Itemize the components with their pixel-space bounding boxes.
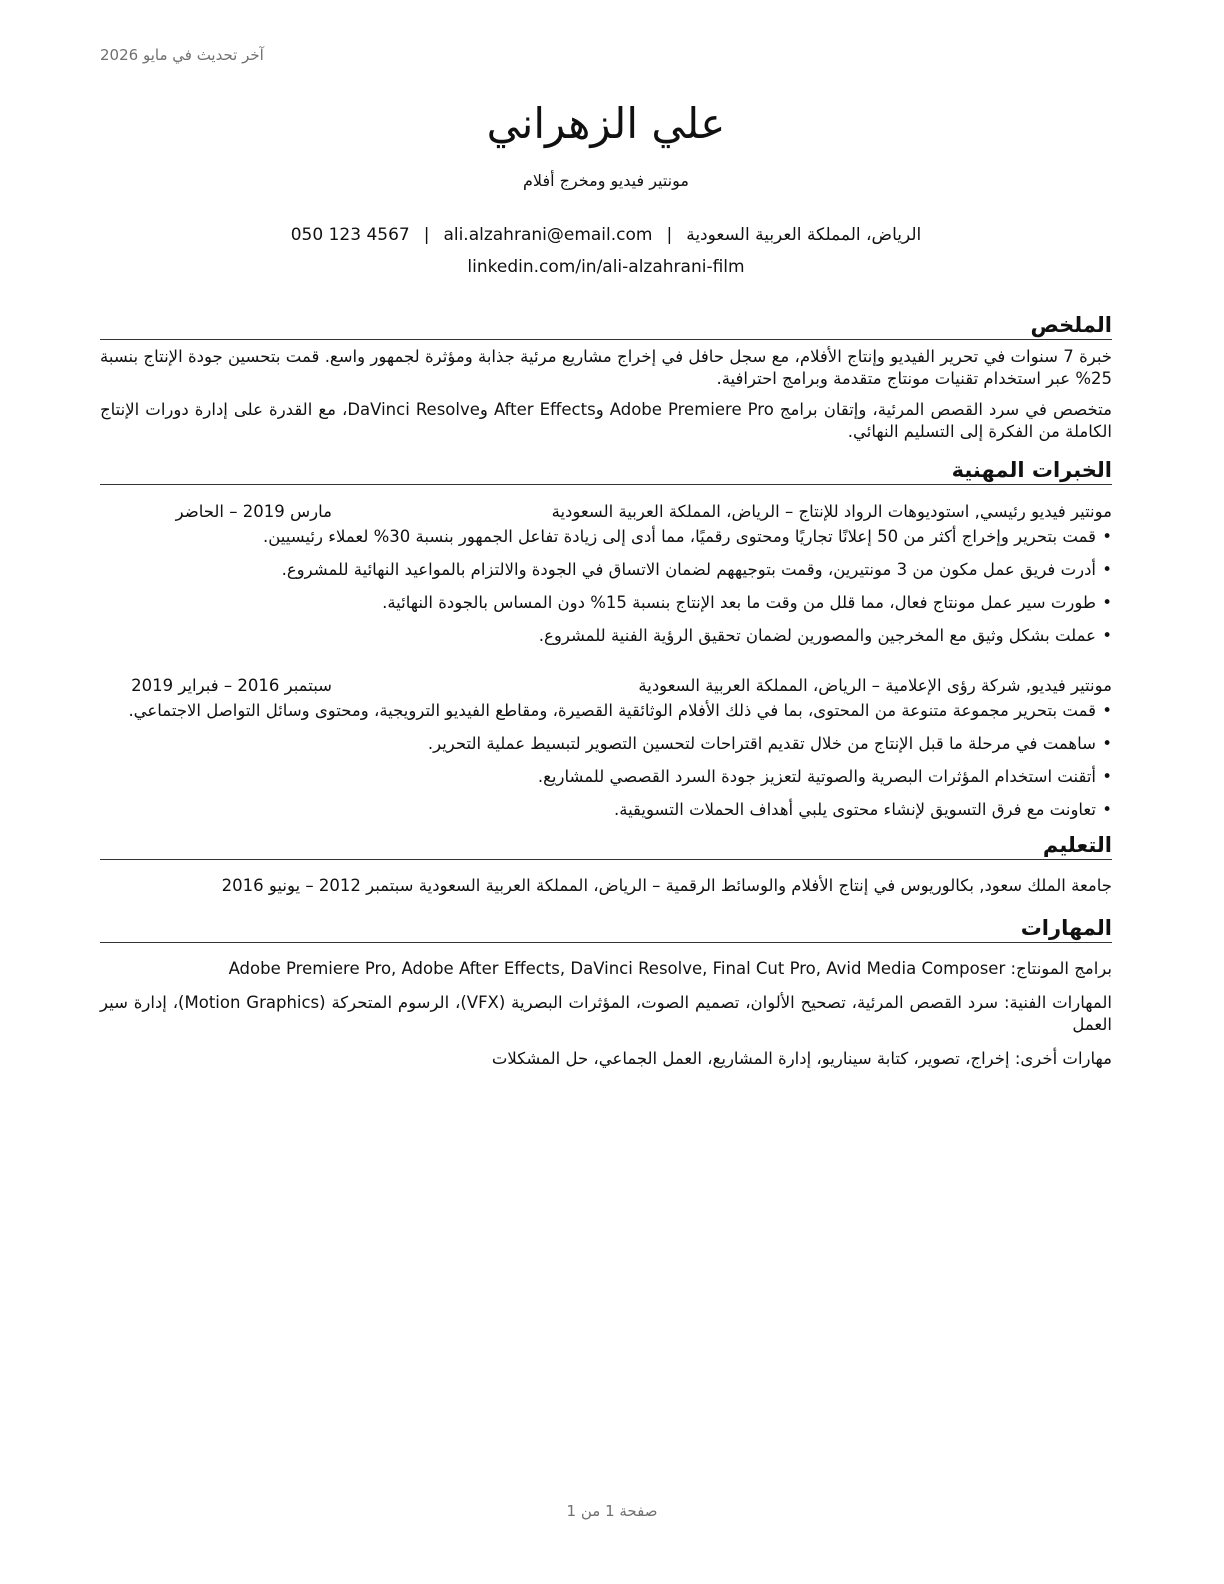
- separator: |: [423, 225, 430, 245]
- list-item: • قمت بتحرير مجموعة متنوعة من المحتوى، بما في ذلك الأفلام الوثائقية القصيرة، ومقاطع الفيديو الترويجية، ومحتوى وسائل التواصل الاجتماعي.: [100, 700, 1112, 722]
- list-item: • عملت بشكل وثيق مع المخرجين والمصورين لضمان تحقيق الرؤية الفنية للمشروع.: [100, 625, 1112, 647]
- last-updated: آخر تحديث في مايو 2026: [100, 46, 264, 64]
- section-title-skills: المهارات: [100, 915, 1112, 943]
- list-item: • أدرت فريق عمل مكون من 3 مونتيرين، وقمت بتوجيههم لضمان الاتساق في الجودة والالتزام بالمواعيد النهائية للمشروع.: [100, 559, 1112, 581]
- job-entry: [100, 501, 1112, 647]
- job-position: مونتير فيديو, شركة رؤى الإعلامية – الرياض، المملكة العربية السعودية: [638, 676, 1112, 695]
- skill-line: [100, 992, 1112, 1036]
- job-header: [100, 501, 1112, 523]
- list-item: • طورت سير عمل مونتاج فعال، مما قلل من وقت ما بعد الإنتاج بنسبة 15% دون المساس بالجودة النهائية.: [100, 592, 1112, 614]
- summary-paragraph: متخصص في سرد القصص المرئية، وإتقان برامج Adobe Premiere Pro وAfter Effects وDaVinci Resolve، مع القدرة على إدارة دورات الإنتاج الكاملة من الفكرة إلى التسليم النهائي.: [100, 400, 1112, 441]
- email[interactable]: ali.alzahrani@email.com: [443, 225, 653, 245]
- summary-section: [100, 312, 1112, 443]
- job-dates: سبتمبر 2016 – فبراير 2019: [131, 676, 332, 695]
- separator: |: [666, 225, 673, 245]
- list-item: • ساهمت في مرحلة ما قبل الإنتاج من خلال تقديم اقتراحات لتحسين التصوير لتبسيط عملية التحرير.: [100, 733, 1112, 755]
- list-item: • أتقنت استخدام المؤثرات البصرية والصوتية لتعزيز جودة السرد القصصي للمشاريع.: [100, 766, 1112, 788]
- education-section: [100, 832, 1112, 897]
- resume-body: [100, 312, 1112, 1070]
- page-number: صفحة 1 من 1: [566, 1502, 658, 1520]
- person-name: علي الزهراني: [486, 99, 726, 148]
- location: الرياض، المملكة العربية السعودية: [686, 225, 922, 245]
- list-item: • قمت بتحرير وإخراج أكثر من 50 إعلانًا تجاريًا ومحتوى رقميًا، مما أدى إلى زيادة تفاعل الجمهور بنسبة 30% لعملاء رئيسيين.: [100, 526, 1112, 548]
- job-position: مونتير فيديو رئيسي, استوديوهات الرواد للإنتاج – الرياض، المملكة العربية السعودية: [551, 502, 1112, 521]
- skill-label: مهارات أخرى:: [1014, 1049, 1112, 1068]
- skill-label: المهارات الفنية:: [1003, 993, 1112, 1012]
- job-dates: مارس 2019 – الحاضر: [175, 502, 332, 521]
- linkedin-link[interactable]: linkedin.com/in/ali-alzahrani-film: [467, 257, 745, 277]
- job-title: مونتير فيديو ومخرج أفلام: [523, 171, 689, 190]
- job-bullets: [100, 526, 1112, 647]
- job-bullets: [100, 700, 1112, 821]
- skill-label: برامج المونتاج:: [1010, 959, 1112, 978]
- experience-section: [100, 457, 1112, 821]
- skill-value: سرد القصص المرئية، تصحيح الألوان، تصميم الصوت، المؤثرات البصرية (VFX)، الرسوم المتحركة (Motion Graphics)، إدارة سير العمل: [100, 993, 1112, 1034]
- section-title-experience: الخبرات المهنية: [100, 457, 1112, 485]
- list-item: • تعاونت مع فرق التسويق لإنشاء محتوى يلبي أهداف الحملات التسويقية.: [100, 799, 1112, 821]
- section-title-education: التعليم: [100, 832, 1112, 860]
- phone: 050 123 4567: [290, 225, 410, 245]
- skill-line: [100, 958, 1112, 980]
- education-entry: جامعة الملك سعود, بكالوريوس في إنتاج الأفلام والوسائط الرقمية – الرياض، المملكة العربية السعودية سبتمبر 2012 – يونيو 2016: [221, 876, 1112, 895]
- skill-value: Adobe Premiere Pro, Adobe After Effects, DaVinci Resolve, Final Cut Pro, Avid Media Composer: [228, 959, 1006, 978]
- resume-header: [100, 98, 1112, 279]
- job-header: [100, 675, 1112, 697]
- skill-line: [100, 1048, 1112, 1070]
- skills-section: [100, 915, 1112, 1070]
- job-entry: [100, 675, 1112, 821]
- summary-paragraph: خبرة 7 سنوات في تحرير الفيديو وإنتاج الأفلام، مع سجل حافل في إخراج مشاريع مرئية جذابة ومؤثرة لجمهور واسع. قمت بتحسين جودة الإنتاج بنسبة 25% عبر استخدام تقنيات مونتاج متقدمة وبرامج احترافية.: [100, 347, 1112, 388]
- skill-value: إخراج، تصوير، كتابة سيناريو، إدارة المشاريع، العمل الجماعي، حل المشكلات: [491, 1049, 1010, 1068]
- section-title-summary: الملخص: [100, 312, 1112, 340]
- contact-line: [100, 222, 1112, 248]
